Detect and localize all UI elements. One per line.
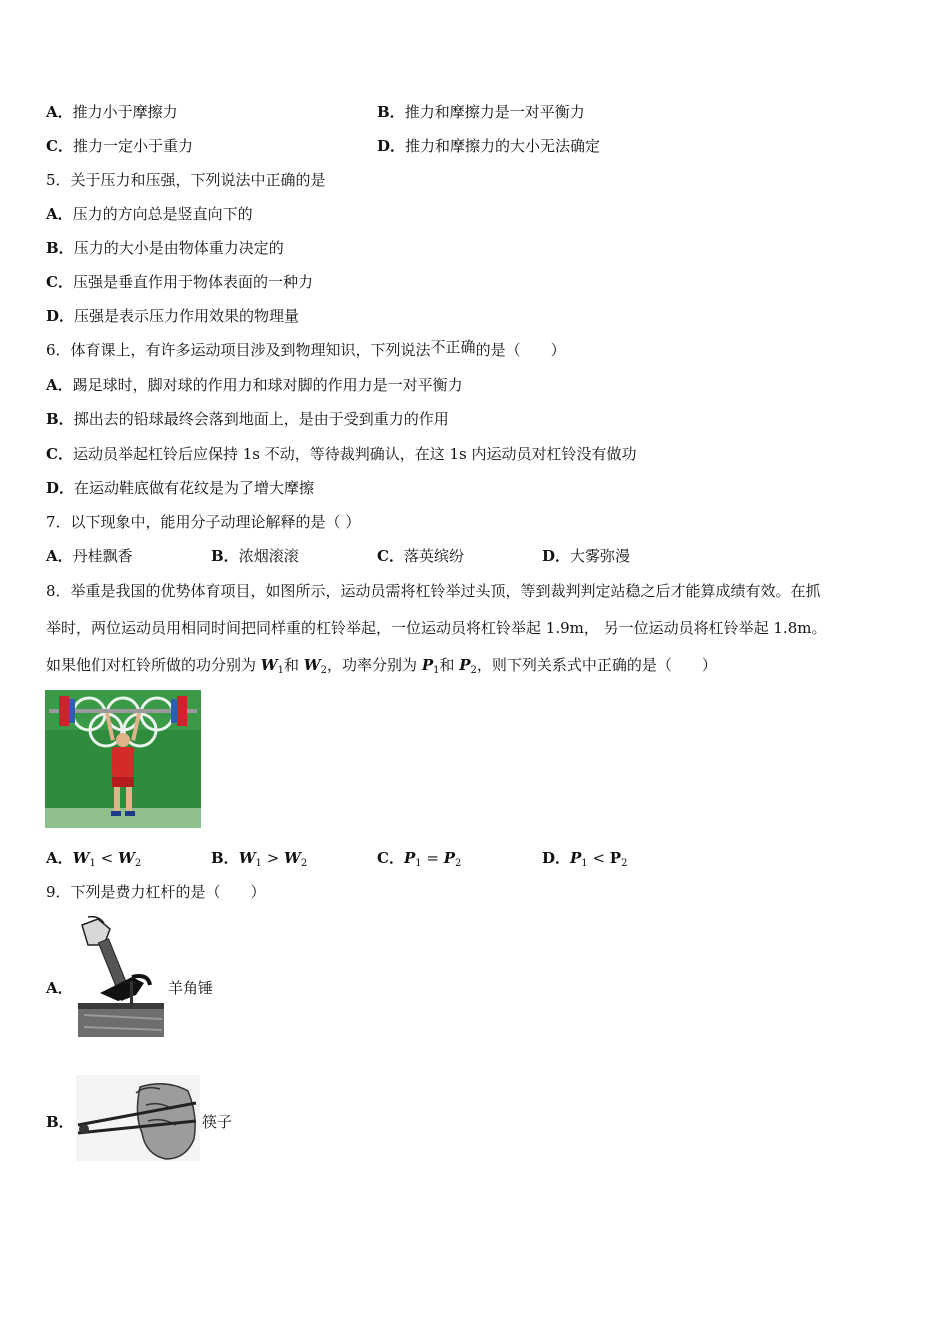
q8-text: 和: [284, 656, 304, 674]
q8-stem-line-3: [46, 655, 717, 681]
operator: =: [421, 849, 444, 867]
q5-stem: 5．关于压力和压强，下列说法中正确的是: [46, 171, 326, 189]
q5-option-a: [46, 204, 253, 224]
claw-hammer-icon: [74, 915, 166, 1039]
q6-option-a: [46, 375, 463, 395]
option-text: 踢足球时，脚对球的作用力和球对脚的作用力是一对平衡力: [72, 376, 463, 394]
option-letter: B．: [46, 410, 74, 428]
var-p: P: [403, 849, 416, 867]
option-text: 推力和摩擦力是一对平衡力: [404, 103, 585, 121]
option-letter: C．: [46, 137, 73, 155]
q9-option-a-caption: 羊角锤: [168, 979, 214, 997]
q8-option-b: [211, 848, 307, 874]
operator: <: [95, 849, 118, 867]
subscript: 1: [433, 665, 440, 676]
q8-option-d: [542, 848, 627, 874]
q6-option-c: [46, 444, 637, 464]
var-w: W: [284, 849, 301, 867]
option-text: 大雾弥漫: [570, 547, 631, 565]
q5-option-d: [46, 306, 299, 326]
subscript: 1: [415, 858, 422, 869]
option-letter: B．: [46, 239, 74, 257]
var-p: P: [421, 656, 434, 674]
q8-stem-line-1: 8．举重是我国的优势体育项目，如图所示，运动员需将杠铃举过头顶，等到裁判判定站稳之后才能算成绩有效。在抓: [46, 582, 821, 600]
option-letter: A．: [46, 103, 73, 121]
option-text: 掷出去的铅球最终会落到地面上，是由于受到重力的作用: [73, 410, 449, 428]
q9-option-b-caption: 筷子: [202, 1113, 233, 1131]
option-letter: A．: [46, 376, 73, 394]
var-p-upright: P: [609, 849, 622, 867]
q6-option-b: [46, 409, 449, 429]
subscript: 1: [255, 858, 262, 869]
option-text: 运动员举起杠铃后应保持 1s 不动，等待裁判确认，在这 1s 内运动员对杠铃没有做功: [72, 445, 637, 463]
q6-option-d: [46, 478, 314, 498]
option-letter: B．: [377, 103, 405, 121]
weightlifter-figure: [45, 690, 201, 828]
option-text: 丹桂飘香: [72, 547, 133, 565]
subscript: 2: [300, 858, 308, 869]
option-text: 压强是表示压力作用效果的物理量: [74, 307, 300, 325]
option-text: 浓烟滚滚: [238, 547, 299, 565]
option-letter: D．: [46, 479, 75, 497]
var-w: W: [117, 849, 135, 867]
q7-option-b: [211, 546, 299, 566]
option-letter: D．: [542, 849, 571, 867]
subscript: 2: [134, 858, 142, 869]
q4-option-a: [46, 102, 178, 122]
q4-option-c: [46, 136, 193, 156]
q9-option-b-letter: [46, 1112, 74, 1132]
q7-option-c: [377, 546, 464, 566]
q6-stem-post: 的是（ ）: [475, 341, 566, 359]
option-text: 压力的大小是由物体重力决定的: [73, 239, 284, 257]
var-p: P: [459, 656, 471, 674]
option-letter: D．: [377, 137, 406, 155]
option-text: 压强是垂直作用于物体表面的一种力: [72, 273, 313, 291]
option-letter: C．: [377, 849, 404, 867]
q8-text: 如果他们对杠铃所做的功分别为: [46, 656, 261, 674]
subscript: 1: [581, 858, 588, 869]
option-text: 推力一定小于重力: [72, 137, 193, 155]
option-text: 推力小于摩擦力: [72, 103, 178, 121]
var-p: P: [570, 849, 582, 867]
q4-option-b: [377, 102, 585, 122]
var-w: W: [238, 849, 256, 867]
q7-stem: 7．以下现象中，能用分子动理论解释的是（ ）: [46, 513, 361, 531]
option-letter: A．: [46, 547, 73, 565]
option-letter: A．: [46, 979, 73, 997]
q8-option-c: [377, 848, 461, 874]
q5-option-b: [46, 238, 284, 258]
option-letter: C．: [46, 273, 73, 291]
var-w: W: [72, 849, 90, 867]
q8-text: ，功率分别为: [327, 656, 422, 674]
q4-option-d: [377, 136, 600, 156]
operator: >: [261, 849, 285, 867]
q6-stem-pre: 6．体育课上，有许多运动项目涉及到物理知识，下列说法: [46, 341, 431, 359]
q7-option-a: [46, 546, 133, 566]
subscript: 1: [277, 665, 285, 676]
option-letter: B．: [211, 547, 239, 565]
q5-option-c: [46, 272, 313, 292]
q7-option-d: [542, 546, 630, 566]
var-p: P: [443, 849, 455, 867]
q9-stem: 9．下列是费力杠杆的是（ ）: [46, 883, 266, 901]
claw-hammer-figure: [74, 915, 166, 1039]
chopsticks-icon: [76, 1075, 200, 1161]
q6-stem: [46, 340, 566, 360]
q8-text: ，则下列关系式中正确的是（ ）: [476, 656, 717, 674]
subscript: 2: [455, 858, 462, 869]
q9-option-a-letter: [46, 978, 73, 998]
option-text: 推力和摩擦力的大小无法确定: [405, 137, 601, 155]
operator: <: [587, 849, 610, 867]
option-letter: B．: [211, 849, 239, 867]
q8-stem-line-2: 举时，两位运动员用相同时间把同样重的杠铃举起，一位运动员将杠铃举起 1.9m， 另一位运动员将杠铃举起 1.8m。: [46, 619, 827, 637]
q8-option-a: [46, 848, 141, 874]
weightlifter-image: [45, 690, 201, 828]
option-letter: D．: [46, 307, 75, 325]
q6-stem-emphasis: 不正确: [430, 338, 476, 356]
var-w: W: [303, 656, 321, 674]
subscript: 2: [621, 858, 628, 869]
var-w: W: [260, 656, 278, 674]
option-letter: A．: [46, 205, 73, 223]
q8-text: 和: [439, 656, 460, 674]
option-letter: A．: [46, 849, 73, 867]
option-letter: B．: [46, 1113, 74, 1131]
subscript: 2: [470, 665, 477, 676]
subscript: 1: [89, 858, 96, 869]
chopsticks-figure: [76, 1075, 200, 1161]
option-letter: C．: [377, 547, 404, 565]
option-text: 落英缤纷: [403, 547, 464, 565]
option-letter: D．: [542, 547, 571, 565]
option-letter: C．: [46, 445, 73, 463]
option-text: 压力的方向总是竖直向下的: [72, 205, 253, 223]
option-text: 在运动鞋底做有花纹是为了增大摩擦: [74, 479, 315, 497]
subscript: 2: [320, 665, 328, 676]
